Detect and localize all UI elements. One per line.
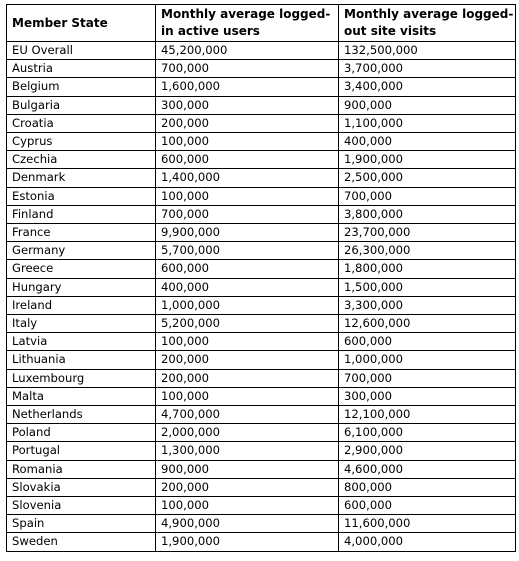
member-state-cell: Finland <box>7 205 156 223</box>
member-state-table <box>6 4 516 552</box>
logged-out-visits-cell: 700,000 <box>339 187 516 205</box>
member-state-cell: Germany <box>7 242 156 260</box>
logged-in-users-cell: 1,300,000 <box>156 442 339 460</box>
logged-in-users-cell: 700,000 <box>156 205 339 223</box>
logged-out-visits-cell: 3,400,000 <box>339 78 516 96</box>
table-row <box>7 224 516 242</box>
table-row <box>7 497 516 515</box>
logged-out-visits-cell: 800,000 <box>339 478 516 496</box>
table-row <box>7 406 516 424</box>
logged-in-users-cell: 100,000 <box>156 497 339 515</box>
logged-out-visits-cell: 600,000 <box>339 497 516 515</box>
table-row <box>7 296 516 314</box>
logged-in-users-cell: 400,000 <box>156 278 339 296</box>
table-row <box>7 369 516 387</box>
table-row <box>7 60 516 78</box>
header-member-state: Member State <box>7 5 156 42</box>
table-row <box>7 96 516 114</box>
member-state-cell: Luxembourg <box>7 369 156 387</box>
header-logged-in-users: Monthly average logged-in active users <box>156 5 339 42</box>
logged-out-visits-cell: 3,800,000 <box>339 205 516 223</box>
logged-out-visits-cell: 3,700,000 <box>339 60 516 78</box>
logged-out-visits-cell: 300,000 <box>339 387 516 405</box>
member-state-cell: Romania <box>7 460 156 478</box>
logged-out-visits-cell: 26,300,000 <box>339 242 516 260</box>
table-row <box>7 387 516 405</box>
table-row <box>7 442 516 460</box>
member-state-cell: Poland <box>7 424 156 442</box>
member-state-cell: Italy <box>7 315 156 333</box>
member-state-cell: Cyprus <box>7 133 156 151</box>
logged-in-users-cell: 4,900,000 <box>156 515 339 533</box>
logged-in-users-cell: 200,000 <box>156 478 339 496</box>
table-body <box>7 42 516 552</box>
logged-out-visits-cell: 11,600,000 <box>339 515 516 533</box>
member-state-cell: Slovenia <box>7 497 156 515</box>
member-state-cell: Hungary <box>7 278 156 296</box>
logged-out-visits-cell: 700,000 <box>339 369 516 387</box>
logged-out-visits-cell: 132,500,000 <box>339 42 516 60</box>
table-row <box>7 114 516 132</box>
member-state-cell: Slovakia <box>7 478 156 496</box>
member-state-cell: Czechia <box>7 151 156 169</box>
table-row <box>7 151 516 169</box>
logged-in-users-cell: 200,000 <box>156 351 339 369</box>
member-state-cell: Netherlands <box>7 406 156 424</box>
member-state-cell: Sweden <box>7 533 156 551</box>
logged-out-visits-cell: 900,000 <box>339 96 516 114</box>
logged-out-visits-cell: 2,900,000 <box>339 442 516 460</box>
logged-in-users-cell: 300,000 <box>156 96 339 114</box>
logged-out-visits-cell: 600,000 <box>339 333 516 351</box>
table-row <box>7 187 516 205</box>
table-row <box>7 533 516 551</box>
member-state-cell: Greece <box>7 260 156 278</box>
logged-in-users-cell: 1,000,000 <box>156 296 339 314</box>
logged-in-users-cell: 200,000 <box>156 369 339 387</box>
table-row <box>7 169 516 187</box>
table-row <box>7 205 516 223</box>
table-row <box>7 315 516 333</box>
member-state-cell: France <box>7 224 156 242</box>
table-row <box>7 515 516 533</box>
logged-in-users-cell: 1,600,000 <box>156 78 339 96</box>
member-state-cell: Latvia <box>7 333 156 351</box>
logged-in-users-cell: 200,000 <box>156 114 339 132</box>
logged-out-visits-cell: 1,000,000 <box>339 351 516 369</box>
logged-in-users-cell: 600,000 <box>156 260 339 278</box>
logged-in-users-cell: 1,400,000 <box>156 169 339 187</box>
table-row <box>7 278 516 296</box>
member-state-cell: Denmark <box>7 169 156 187</box>
logged-out-visits-cell: 1,100,000 <box>339 114 516 132</box>
table-row <box>7 478 516 496</box>
table-row <box>7 78 516 96</box>
table-row <box>7 242 516 260</box>
logged-in-users-cell: 5,700,000 <box>156 242 339 260</box>
logged-in-users-cell: 600,000 <box>156 151 339 169</box>
table-row <box>7 424 516 442</box>
logged-in-users-cell: 900,000 <box>156 460 339 478</box>
member-state-cell: Portugal <box>7 442 156 460</box>
table-header <box>7 5 516 42</box>
logged-out-visits-cell: 1,500,000 <box>339 278 516 296</box>
logged-in-users-cell: 45,200,000 <box>156 42 339 60</box>
logged-out-visits-cell: 12,100,000 <box>339 406 516 424</box>
logged-in-users-cell: 9,900,000 <box>156 224 339 242</box>
member-state-cell: EU Overall <box>7 42 156 60</box>
logged-out-visits-cell: 1,900,000 <box>339 151 516 169</box>
header-row <box>7 5 516 42</box>
logged-in-users-cell: 2,000,000 <box>156 424 339 442</box>
logged-in-users-cell: 5,200,000 <box>156 315 339 333</box>
member-state-cell: Lithuania <box>7 351 156 369</box>
table-row <box>7 333 516 351</box>
member-state-cell: Malta <box>7 387 156 405</box>
member-state-cell: Ireland <box>7 296 156 314</box>
logged-in-users-cell: 4,700,000 <box>156 406 339 424</box>
logged-out-visits-cell: 12,600,000 <box>339 315 516 333</box>
logged-out-visits-cell: 400,000 <box>339 133 516 151</box>
table-row <box>7 133 516 151</box>
logged-out-visits-cell: 1,800,000 <box>339 260 516 278</box>
logged-out-visits-cell: 6,100,000 <box>339 424 516 442</box>
member-state-cell: Croatia <box>7 114 156 132</box>
member-state-cell: Spain <box>7 515 156 533</box>
logged-in-users-cell: 100,000 <box>156 387 339 405</box>
table-row <box>7 351 516 369</box>
member-state-cell: Bulgaria <box>7 96 156 114</box>
logged-in-users-cell: 700,000 <box>156 60 339 78</box>
logged-in-users-cell: 100,000 <box>156 333 339 351</box>
header-logged-out-visits: Monthly average logged-out site visits <box>339 5 516 42</box>
logged-in-users-cell: 1,900,000 <box>156 533 339 551</box>
logged-in-users-cell: 100,000 <box>156 133 339 151</box>
member-state-cell: Estonia <box>7 187 156 205</box>
member-state-cell: Austria <box>7 60 156 78</box>
logged-out-visits-cell: 2,500,000 <box>339 169 516 187</box>
logged-out-visits-cell: 23,700,000 <box>339 224 516 242</box>
table-row <box>7 460 516 478</box>
member-state-cell: Belgium <box>7 78 156 96</box>
logged-out-visits-cell: 3,300,000 <box>339 296 516 314</box>
logged-in-users-cell: 100,000 <box>156 187 339 205</box>
logged-out-visits-cell: 4,600,000 <box>339 460 516 478</box>
logged-out-visits-cell: 4,000,000 <box>339 533 516 551</box>
table-row <box>7 260 516 278</box>
table-row <box>7 42 516 60</box>
